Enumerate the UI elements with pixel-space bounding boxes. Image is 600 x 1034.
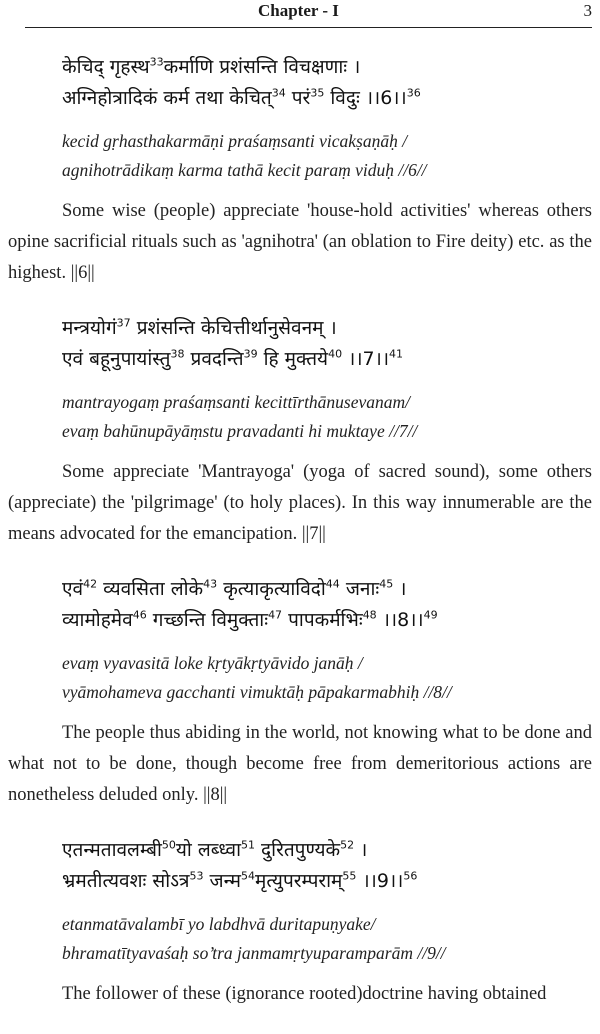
- sanskrit-verse: [62, 835, 600, 897]
- sanskrit-text: एवं: [62, 578, 84, 600]
- transliteration: [62, 910, 600, 968]
- footnote-ref: 42: [83, 577, 98, 591]
- sanskrit-text: ।: [393, 578, 407, 600]
- sanskrit-line: [62, 83, 600, 114]
- footnote-ref: 54: [241, 869, 256, 883]
- sanskrit-text: दुरितपुण्यके: [255, 839, 341, 861]
- sanskrit-text: एवं बहूनुपायांस्तु: [62, 348, 171, 370]
- footnote-ref: 36: [406, 86, 421, 100]
- footnote-ref: 45: [379, 577, 394, 591]
- footnote-ref: 51: [241, 838, 256, 852]
- transliteration-line: agnihotrādikaṃ karma tathā kecit paraṃ viduḥ //6//: [62, 160, 427, 180]
- sanskrit-text: व्यवसिता लोके: [97, 578, 204, 600]
- sanskrit-text: कृत्याकृत्याविदो: [217, 578, 326, 600]
- footnote-ref: 46: [132, 608, 147, 622]
- sanskrit-text: ।।8।।: [376, 609, 424, 631]
- footnote-ref: 39: [243, 347, 258, 361]
- english-translation: Some appreciate 'Mantrayoga' (yoga of sacred sound), some others (appreciate) the 'pilgrimage' (to holy places). In this way innumerable are the means advocated for the emancipation. ||7||: [8, 462, 592, 544]
- transliteration-line: kecid gṛhasthakarmāṇi praśaṃsanti vicakṣaṇāḥ /: [62, 131, 408, 151]
- footnote-ref: 35: [310, 86, 325, 100]
- page-body: [0, 52, 600, 1034]
- sanskrit-text: जनाः: [339, 578, 380, 600]
- transliteration-line: evaṃ vyavasitā loke kṛtyākṛtyāvido janāḥ /: [62, 653, 363, 673]
- sanskrit-text: अग्निहोत्रादिकं कर्म तथा केचित्: [62, 87, 272, 109]
- verse-block: [0, 835, 600, 1010]
- sanskrit-text: पापकर्मभिः: [282, 609, 363, 631]
- sanskrit-text: विदुः ।।6।।: [324, 87, 407, 109]
- sanskrit-text: ।।7।।: [342, 348, 390, 370]
- english-translation: The follower of these (ignorance rooted)doctrine having obtained: [62, 984, 547, 1004]
- sanskrit-line: [62, 574, 600, 605]
- footnote-ref: 55: [342, 869, 357, 883]
- sanskrit-line: [62, 835, 600, 866]
- transliteration-line: etanmatāvalambī yo labdhvā duritapuṇyake/: [62, 914, 376, 934]
- sanskrit-line: [62, 605, 600, 636]
- sanskrit-text: ।: [354, 839, 368, 861]
- verse-block: [0, 52, 600, 289]
- sanskrit-text: केचिद् गृहस्थ: [62, 56, 150, 78]
- sanskrit-text: मृत्युपरम्पराम्: [255, 870, 343, 892]
- footnote-ref: 34: [271, 86, 286, 100]
- sanskrit-line: [62, 866, 600, 897]
- transliteration: [62, 388, 600, 446]
- sanskrit-text: परं: [285, 87, 311, 109]
- sanskrit-text: हि मुक्तये: [257, 348, 329, 370]
- footnote-ref: 52: [340, 838, 355, 852]
- sanskrit-verse: [62, 313, 600, 375]
- english-translation: The people thus abiding in the world, not knowing what to be done and what not to be done, though become free from demeritorious actions are nonetheless deluded only. ||8||: [8, 723, 592, 805]
- footnote-ref: 33: [149, 55, 164, 69]
- footnote-ref: 56: [403, 869, 418, 883]
- sanskrit-verse: [62, 52, 600, 114]
- footnote-ref: 50: [161, 838, 176, 852]
- header-rule: [25, 27, 592, 28]
- footnote-ref: 48: [362, 608, 377, 622]
- sanskrit-line: [62, 344, 600, 375]
- sanskrit-text: कर्माणि प्रशंसन्ति विचक्षणाः ।: [163, 56, 361, 78]
- page-header: [0, 0, 600, 30]
- transliteration-line: bhramatītyavaśaḥ so’tra janmamṛtyuparamparām //9//: [62, 943, 446, 963]
- sanskrit-text: गच्छन्ति विमुक्ताः: [146, 609, 269, 631]
- footnote-ref: 40: [328, 347, 343, 361]
- footnote-ref: 37: [116, 316, 131, 330]
- footnote-ref: 41: [389, 347, 404, 361]
- sanskrit-text: प्रवदन्ति: [184, 348, 244, 370]
- footnote-ref: 38: [170, 347, 185, 361]
- sanskrit-line: [62, 52, 600, 83]
- verse-block: [0, 574, 600, 811]
- english-translation: Some wise (people) appreciate 'house-hold activities' whereas others opine sacrificial rituals such as 'agnihotra' (an oblation to Fire deity) etc. as the highest. ||6||: [8, 201, 592, 283]
- footnote-ref: 43: [203, 577, 218, 591]
- sanskrit-text: एतन्मतावलम्बी: [62, 839, 162, 861]
- transliteration-line: evaṃ bahūnupāyāṃstu pravadanti hi muktaye //7//: [62, 421, 418, 441]
- sanskrit-verse: [62, 574, 600, 636]
- transliteration: [62, 127, 600, 185]
- footnote-ref: 53: [189, 869, 204, 883]
- verse-block: [0, 313, 600, 550]
- sanskrit-line: [62, 313, 600, 344]
- sanskrit-text: भ्रमतीत्यवशः सोऽत्र: [62, 870, 190, 892]
- sanskrit-text: प्रशंसन्ति केचित्तीर्थानुसेवनम् ।: [130, 317, 337, 339]
- sanskrit-text: यो लब्ध्वा: [175, 839, 242, 861]
- sanskrit-text: व्यामोहमेव: [62, 609, 133, 631]
- chapter-title: Chapter - I: [258, 1, 339, 20]
- transliteration-line: vyāmohameva gacchanti vimuktāḥ pāpakarmabhiḥ //8//: [62, 682, 452, 702]
- page-number: 3: [583, 1, 592, 20]
- sanskrit-text: ।।9।।: [356, 870, 404, 892]
- footnote-ref: 49: [423, 608, 438, 622]
- footnote-ref: 44: [325, 577, 340, 591]
- footnote-ref: 47: [268, 608, 283, 622]
- sanskrit-text: जन्म: [203, 870, 242, 892]
- transliteration-line: mantrayogaṃ praśaṃsanti kecittīrthānusevanam/: [62, 392, 411, 412]
- transliteration: [62, 649, 600, 707]
- sanskrit-text: मन्त्रयोगं: [62, 317, 117, 339]
